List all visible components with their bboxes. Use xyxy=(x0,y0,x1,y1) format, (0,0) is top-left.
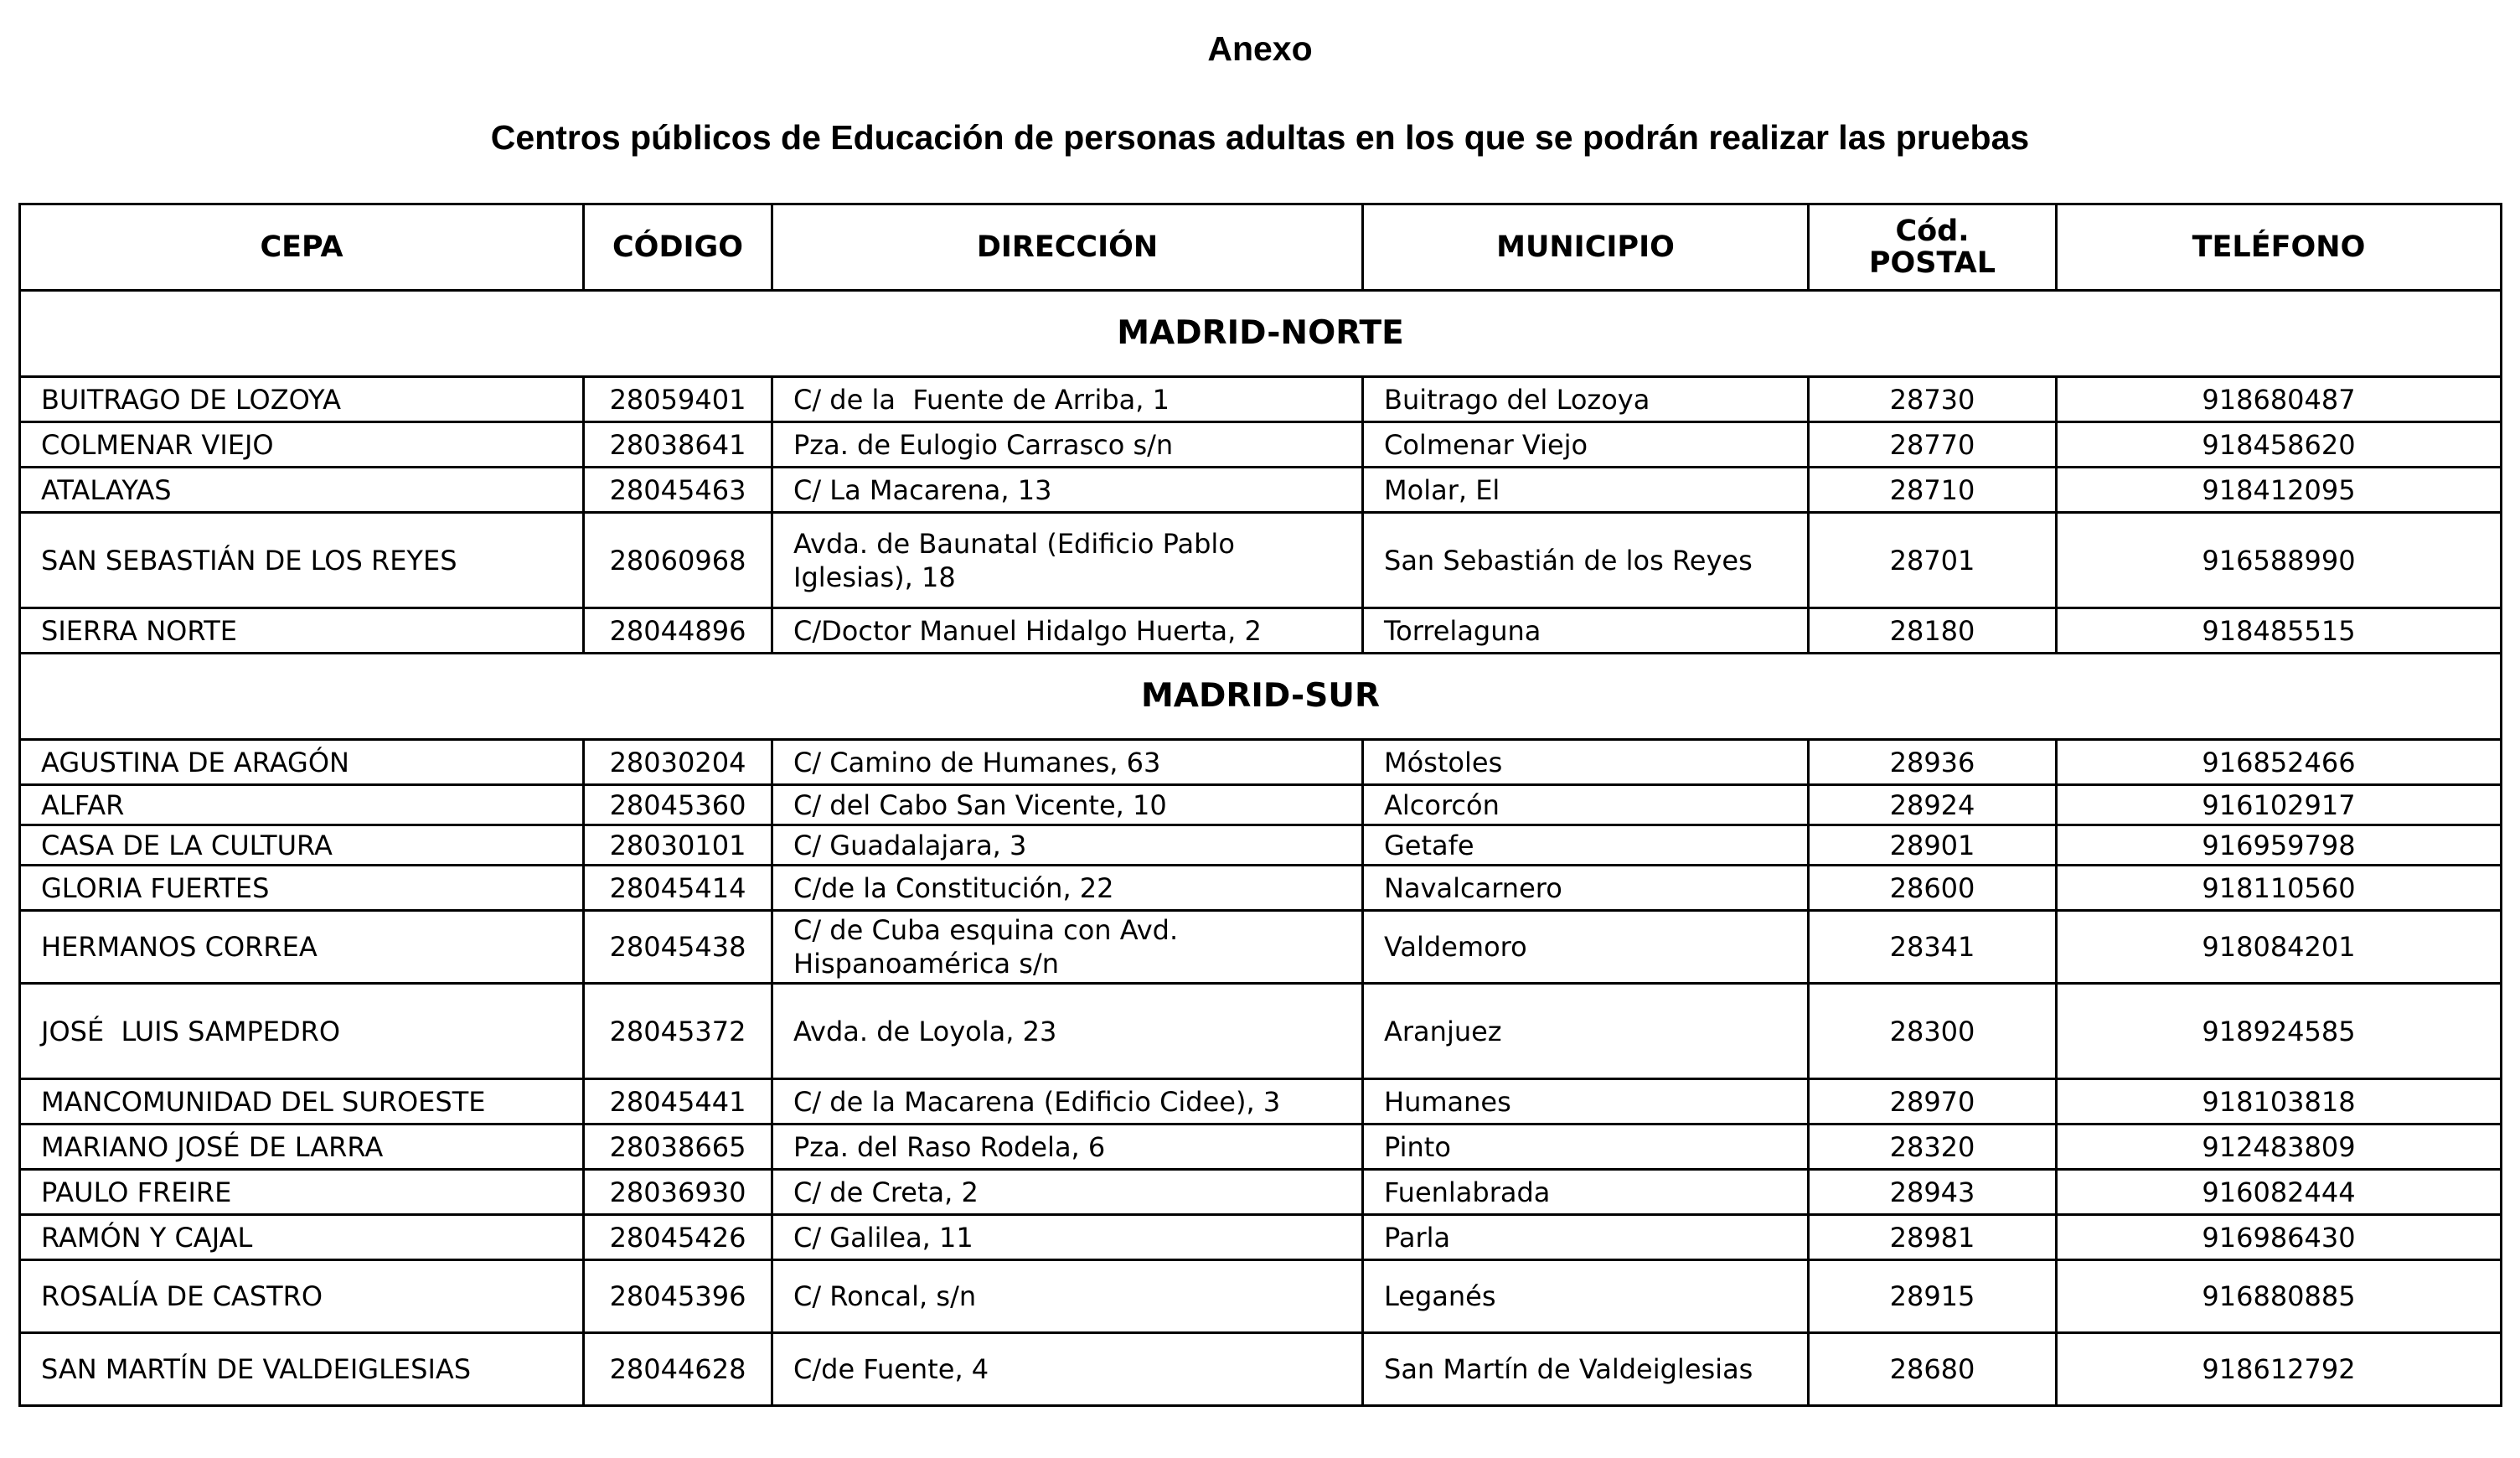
cell-codigo: 28045372 xyxy=(584,984,772,1079)
cell-codigo: 28045396 xyxy=(584,1260,772,1333)
cell-cepa: COLMENAR VIEJO xyxy=(20,422,584,468)
cell-cepa: MANCOMUNIDAD DEL SUROESTE xyxy=(20,1079,584,1125)
cell-codigo: 28059401 xyxy=(584,377,772,422)
cell-cepa: PAULO FREIRE xyxy=(20,1170,584,1215)
header-cp-line2: POSTAL xyxy=(1868,246,1996,280)
cell-municipio: Valdemoro xyxy=(1363,911,1809,984)
table-row xyxy=(20,911,2502,984)
cell-municipio: San Sebastián de los Reyes xyxy=(1363,513,1809,608)
document-subtitle: Centros públicos de Educación de personas adultas en los que se podrán realizar las pruebas xyxy=(490,118,2030,157)
cell-municipio: Alcorcón xyxy=(1363,785,1809,825)
cell-codigo: 28044896 xyxy=(584,608,772,654)
cell-direccion: C/ de la Fuente de Arriba, 1 xyxy=(772,377,1363,422)
cell-cp: 28710 xyxy=(1809,468,2057,513)
cell-cp: 28936 xyxy=(1809,740,2057,785)
cell-direccion: C/ Galilea, 11 xyxy=(772,1215,1363,1260)
cell-cp: 28180 xyxy=(1809,608,2057,654)
table-row xyxy=(20,984,2502,1079)
header-direccion: DIRECCIÓN xyxy=(772,204,1363,291)
table-row xyxy=(20,785,2502,825)
cell-direccion: Avda. de Baunatal (Edificio Pablo Iglesias), 18 xyxy=(772,513,1363,608)
cell-telefono: 916959798 xyxy=(2057,825,2502,866)
cell-codigo: 28045426 xyxy=(584,1215,772,1260)
cell-telefono: 918924585 xyxy=(2057,984,2502,1079)
cell-codigo: 28045441 xyxy=(584,1079,772,1125)
cell-municipio: Pinto xyxy=(1363,1125,1809,1170)
cell-telefono: 916588990 xyxy=(2057,513,2502,608)
cell-cepa: RAMÓN Y CAJAL xyxy=(20,1215,584,1260)
table-row xyxy=(20,608,2502,654)
region-label: MADRID-NORTE xyxy=(20,291,2502,377)
cell-codigo: 28036930 xyxy=(584,1170,772,1215)
cell-codigo: 28038641 xyxy=(584,422,772,468)
table-row xyxy=(20,825,2502,866)
header-municipio: MUNICIPIO xyxy=(1363,204,1809,291)
cell-municipio: Getafe xyxy=(1363,825,1809,866)
cell-codigo: 28045463 xyxy=(584,468,772,513)
cell-municipio: Leganés xyxy=(1363,1260,1809,1333)
header-cp-line1: Cód. xyxy=(1895,215,1970,248)
cell-codigo: 28030101 xyxy=(584,825,772,866)
cell-codigo: 28045414 xyxy=(584,866,772,911)
table-row xyxy=(20,740,2502,785)
cell-direccion: C/de Fuente, 4 xyxy=(772,1333,1363,1406)
cell-telefono: 916852466 xyxy=(2057,740,2502,785)
cell-cp: 28915 xyxy=(1809,1260,2057,1333)
cell-cp: 28680 xyxy=(1809,1333,2057,1406)
cell-telefono: 918612792 xyxy=(2057,1333,2502,1406)
cell-direccion: Pza. del Raso Rodela, 6 xyxy=(772,1125,1363,1170)
cell-municipio: San Martín de Valdeiglesias xyxy=(1363,1333,1809,1406)
region-label: MADRID-SUR xyxy=(20,654,2502,740)
table-row xyxy=(20,377,2502,422)
cell-cepa: SAN SEBASTIÁN DE LOS REYES xyxy=(20,513,584,608)
cell-direccion: Pza. de Eulogio Carrasco s/n xyxy=(772,422,1363,468)
cell-codigo: 28060968 xyxy=(584,513,772,608)
cell-municipio: Molar, El xyxy=(1363,468,1809,513)
cell-cepa: GLORIA FUERTES xyxy=(20,866,584,911)
centers-table xyxy=(18,203,2502,1407)
cell-codigo: 28030204 xyxy=(584,740,772,785)
cell-municipio: Móstoles xyxy=(1363,740,1809,785)
table-row xyxy=(20,1260,2502,1333)
cell-cepa: ALFAR xyxy=(20,785,584,825)
cell-municipio: Navalcarnero xyxy=(1363,866,1809,911)
table-row xyxy=(20,422,2502,468)
table-row xyxy=(20,1333,2502,1406)
cell-municipio: Humanes xyxy=(1363,1079,1809,1125)
cell-cepa: AGUSTINA DE ARAGÓN xyxy=(20,740,584,785)
cell-telefono: 918084201 xyxy=(2057,911,2502,984)
cell-cp: 28600 xyxy=(1809,866,2057,911)
table-row xyxy=(20,866,2502,911)
cell-cp: 28770 xyxy=(1809,422,2057,468)
cell-cepa: HERMANOS CORREA xyxy=(20,911,584,984)
table-header-row xyxy=(20,204,2502,291)
document-title: Anexo xyxy=(1207,29,1313,68)
cell-cp: 28943 xyxy=(1809,1170,2057,1215)
table-row xyxy=(20,1079,2502,1125)
cell-cp: 28320 xyxy=(1809,1125,2057,1170)
cell-cepa: MARIANO JOSÉ DE LARRA xyxy=(20,1125,584,1170)
table-row xyxy=(20,513,2502,608)
cell-direccion: C/ Camino de Humanes, 63 xyxy=(772,740,1363,785)
cell-telefono: 918110560 xyxy=(2057,866,2502,911)
cell-telefono: 916986430 xyxy=(2057,1215,2502,1260)
cell-cepa: BUITRAGO DE LOZOYA xyxy=(20,377,584,422)
cell-cp: 28924 xyxy=(1809,785,2057,825)
cell-cepa: SIERRA NORTE xyxy=(20,608,584,654)
cell-municipio: Parla xyxy=(1363,1215,1809,1260)
cell-direccion: C/Doctor Manuel Hidalgo Huerta, 2 xyxy=(772,608,1363,654)
header-cepa: CEPA xyxy=(20,204,584,291)
cell-cp: 28981 xyxy=(1809,1215,2057,1260)
cell-codigo: 28038665 xyxy=(584,1125,772,1170)
cell-direccion: C/ de la Macarena (Edificio Cidee), 3 xyxy=(772,1079,1363,1125)
cell-cepa: ATALAYAS xyxy=(20,468,584,513)
cell-cp: 28701 xyxy=(1809,513,2057,608)
region-row-madrid-sur xyxy=(20,654,2502,740)
header-codigo-postal xyxy=(1809,204,2057,291)
region-row-madrid-norte xyxy=(20,291,2502,377)
cell-telefono: 912483809 xyxy=(2057,1125,2502,1170)
cell-telefono: 918412095 xyxy=(2057,468,2502,513)
cell-cepa: JOSÉ LUIS SAMPEDRO xyxy=(20,984,584,1079)
cell-direccion: C/ del Cabo San Vicente, 10 xyxy=(772,785,1363,825)
cell-municipio: Fuenlabrada xyxy=(1363,1170,1809,1215)
cell-codigo: 28045438 xyxy=(584,911,772,984)
cell-direccion: Avda. de Loyola, 23 xyxy=(772,984,1363,1079)
table-row xyxy=(20,1170,2502,1215)
table-row xyxy=(20,1215,2502,1260)
cell-municipio: Aranjuez xyxy=(1363,984,1809,1079)
cell-telefono: 918458620 xyxy=(2057,422,2502,468)
cell-direccion: C/ de Creta, 2 xyxy=(772,1170,1363,1215)
cell-cepa: CASA DE LA CULTURA xyxy=(20,825,584,866)
cell-cp: 28300 xyxy=(1809,984,2057,1079)
header-codigo: CÓDIGO xyxy=(584,204,772,291)
cell-cepa: ROSALÍA DE CASTRO xyxy=(20,1260,584,1333)
cell-cp: 28730 xyxy=(1809,377,2057,422)
cell-telefono: 918485515 xyxy=(2057,608,2502,654)
cell-municipio: Colmenar Viejo xyxy=(1363,422,1809,468)
cell-codigo: 28045360 xyxy=(584,785,772,825)
cell-telefono: 918103818 xyxy=(2057,1079,2502,1125)
cell-direccion: C/de la Constitución, 22 xyxy=(772,866,1363,911)
header-telefono: TELÉFONO xyxy=(2057,204,2502,291)
cell-telefono: 916082444 xyxy=(2057,1170,2502,1215)
cell-cp: 28901 xyxy=(1809,825,2057,866)
cell-direccion: C/ de Cuba esquina con Avd. Hispanoamérica s/n xyxy=(772,911,1363,984)
table-row xyxy=(20,1125,2502,1170)
cell-telefono: 918680487 xyxy=(2057,377,2502,422)
cell-municipio: Buitrago del Lozoya xyxy=(1363,377,1809,422)
cell-telefono: 916880885 xyxy=(2057,1260,2502,1333)
table-row xyxy=(20,468,2502,513)
cell-cp: 28970 xyxy=(1809,1079,2057,1125)
cell-telefono: 916102917 xyxy=(2057,785,2502,825)
cell-codigo: 28044628 xyxy=(584,1333,772,1406)
cell-municipio: Torrelaguna xyxy=(1363,608,1809,654)
cell-cp: 28341 xyxy=(1809,911,2057,984)
cell-direccion: C/ Guadalajara, 3 xyxy=(772,825,1363,866)
cell-direccion: C/ La Macarena, 13 xyxy=(772,468,1363,513)
cell-cepa: SAN MARTÍN DE VALDEIGLESIAS xyxy=(20,1333,584,1406)
cell-direccion: C/ Roncal, s/n xyxy=(772,1260,1363,1333)
